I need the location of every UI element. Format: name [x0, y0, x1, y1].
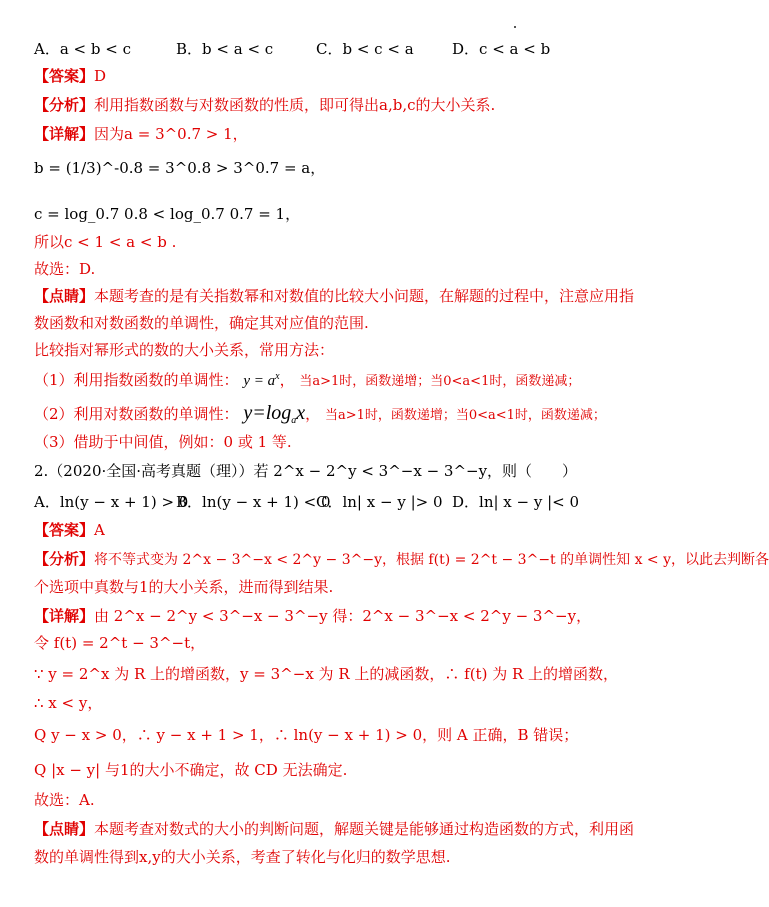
stray-dot: [514, 26, 516, 28]
q1-option-b: B．b < a < c: [176, 40, 274, 58]
q1-comment-line2: 数函数和对数函数的单调性，确定其对应值的范围.: [34, 314, 369, 332]
q2-answer: [34, 520, 105, 540]
q2-analysis-line2: 个选项中真数与1的大小关系，进而得到结果.: [34, 578, 334, 596]
q1-method1: （1）利用指数函数的单调性： $y = a^x$， 当a>1时，函数递增；当0<a<1时，函数递减；: [34, 371, 581, 389]
answer-value: A: [94, 521, 105, 539]
method2-label: （2）利用对数函数的单调性：: [34, 405, 239, 423]
q2-option-a: A．ln(y − x + 1) > 0: [34, 493, 189, 511]
q2-detail: [34, 606, 591, 626]
q1-analysis: [34, 95, 495, 115]
q1-therefore: 所以c < 1 < a < b .: [34, 233, 177, 251]
q1-method2: （2）利用对数函数的单调性： $y=\log_ax$， 当a>1时，函数递增；当0<a<1时，函数递减；: [34, 402, 606, 426]
q2-detail-line6: Q |x − y| 与1的大小不确定，故 CD 无法确定.: [34, 761, 348, 779]
q1-detail: [34, 124, 248, 144]
answer-tag: 【答案】: [34, 67, 95, 85]
analysis-line1: 将不等式变为 2^x − 3^−x < 2^y − 3^−y，根据 f(t) = 2^t − 3^−t 的单调性知 x < y，以此去判断各: [94, 552, 769, 568]
q1-option-c: C．b < c < a: [316, 40, 414, 58]
detail-line1: 由 2^x − 2^y < 3^−x − 3^−y 得：2^x − 3^−x < 2^y − 3^−y，: [94, 607, 592, 625]
q2-choice: 故选：A.: [34, 791, 95, 809]
q2-option-c: C．ln| x − y |> 0: [316, 493, 443, 511]
q2-detail-line3: ∵ y = 2^x 为 R 上的增函数，y = 3^−x 为 R 上的减函数，∴ f(t) 为 R 上的增函数，: [34, 665, 619, 683]
q2-comment: [34, 819, 634, 839]
q1-answer: [34, 66, 106, 86]
analysis-text: 利用指数函数与对数函数的性质，即可得出a,b,c的大小关系.: [94, 96, 496, 114]
q2-stem: 2.（2020·全国·高考真题（理））若 2^x − 2^y < 3^−x − 3^−y，则（ ）: [34, 462, 578, 480]
exp-func: $y = a^x$: [243, 371, 280, 389]
detail-tag: 【详解】: [34, 607, 95, 625]
q2-option-d: D．ln| x − y |< 0: [452, 493, 580, 511]
q1-comment: [34, 286, 634, 306]
q1-c-equation: [34, 204, 300, 224]
q2-detail-line4: ∴ x < y，: [34, 694, 103, 712]
method1-rule: 当a>1时，函数递增；当0<a<1时，函数递减；: [299, 374, 581, 389]
method1-label: （1）利用指数函数的单调性：: [34, 371, 239, 389]
q1-option-a: A．a < b < c: [34, 40, 131, 58]
log-func: $y=\log_ax$: [243, 402, 306, 426]
b-equation: b = (1/3)^-0.8 = 3^0.8 > 3^0.7 = a，: [34, 159, 326, 177]
q2-option-b: B．ln(y − x + 1) < 0: [176, 493, 331, 511]
method2-rule: 当a>1时，函数递增；当0<a<1时，函数递减；: [324, 408, 606, 423]
comment-line1: 本题考查的是有关指数幂和对数值的比较大小问题，在解题的过程中，注意应用指: [94, 287, 635, 305]
comment-line1: 本题考查对数式的大小的判断问题，解题关键是能够通过构造函数的方式，利用函: [94, 820, 635, 838]
q2-detail-line5: Q y − x > 0，∴ y − x + 1 > 1，∴ ln(y − x + 1) > 0，则 A 正确，B 错误；: [34, 726, 579, 744]
analysis-tag: 【分析】: [34, 96, 95, 114]
q2-comment-line2: 数的单调性得到x,y的大小关系，考查了转化与化归的数学思想.: [34, 848, 451, 866]
q2-detail-line2: 令 f(t) = 2^t − 3^−t，: [34, 634, 206, 652]
analysis-tag: 【分析】: [34, 550, 95, 568]
q1-choice: 故选：D.: [34, 260, 96, 278]
q1-option-d: D．c < a < b: [452, 40, 551, 58]
detail-tag: 【详解】: [34, 125, 95, 143]
q1-method3: （3）借助于中间值，例如：0 或 1 等.: [34, 433, 292, 451]
q1-b-equation: [34, 158, 325, 178]
q2-analysis: [34, 549, 769, 570]
c-equation: c = log_0.7 0.8 < log_0.7 0.7 = 1，: [34, 205, 301, 223]
comment-tag: 【点睛】: [34, 287, 95, 305]
answer-tag: 【答案】: [34, 521, 95, 539]
detail-line1: 因为a = 3^0.7 > 1，: [94, 125, 248, 143]
q1-method-intro: 比较指对幂形式的数的大小关系，常用方法：: [34, 341, 335, 359]
answer-value: D: [94, 67, 107, 85]
comment-tag: 【点睛】: [34, 820, 95, 838]
